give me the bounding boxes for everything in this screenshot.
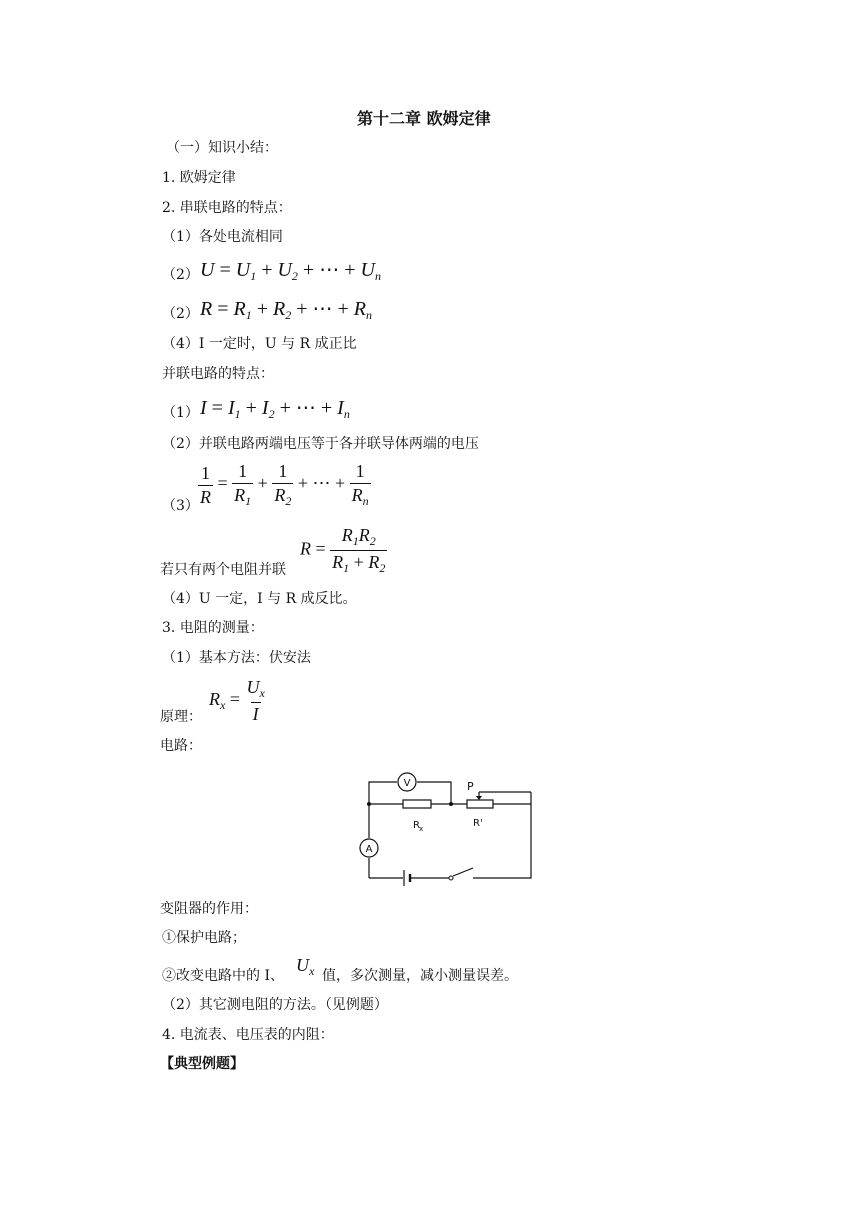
two-resistors-formula: R = $\frac{R_1R_2}{R_1 + R_2}$ xyxy=(300,525,386,575)
section-ohms-law: 1. 欧姆定律 xyxy=(162,170,236,186)
principle-formula: $R_x$ = $\frac{U_x}{I}$ xyxy=(209,677,265,724)
series-resistance-formula: $R = R_1 + R_2$ + ⋯ + $R_n$ xyxy=(200,298,372,322)
rprime-label: R' xyxy=(473,818,483,829)
parallel-voltage: （2）并联电路两端电压等于各并联导体两端的电压 xyxy=(162,436,479,452)
series-resistance-label: （2） xyxy=(162,306,199,322)
series-current: （1）各处电流相同 xyxy=(162,229,283,245)
rheostat xyxy=(467,800,493,808)
resistor-rx xyxy=(403,800,431,808)
section-series: 2. 串联电路的特点： xyxy=(162,200,292,216)
section-measurement: 3. 电阻的测量： xyxy=(162,620,264,636)
parallel-current-label: （1） xyxy=(162,405,199,421)
summary-heading: （一）知识小结： xyxy=(166,140,278,156)
voltmeter-label: V xyxy=(403,778,411,789)
slider-label: P xyxy=(467,780,474,793)
rheostat-role-2b: 值，多次测量，减小测量误差。 xyxy=(322,968,518,984)
principle-label: 原理： xyxy=(160,709,202,725)
rheostat-role-1: ①保护电路； xyxy=(162,930,246,946)
section-meters: 4. 电流表、电压表的内阻： xyxy=(162,1027,334,1043)
parallel-current-formula: $I = I_1 + I_2$ + ⋯ + $I_n$ xyxy=(200,397,350,421)
ux-symbol: $U_x$ xyxy=(296,955,315,978)
rheostat-heading: 变阻器的作用： xyxy=(160,901,258,917)
junction-dot xyxy=(367,802,371,806)
circuit-diagram xyxy=(355,766,545,886)
ammeter-label: A xyxy=(365,844,373,855)
junction-dot xyxy=(449,802,453,806)
section-parallel: 并联电路的特点： xyxy=(162,366,274,382)
two-resistors-text: 若只有两个电阻并联 xyxy=(160,562,286,578)
basic-method: （1）基本方法：伏安法 xyxy=(162,650,311,666)
rx-subscript: x xyxy=(419,825,424,833)
series-voltage-label: （2） xyxy=(162,267,199,283)
parallel-resistance-label: （3） xyxy=(162,498,199,514)
series-voltage-formula: $U = U_1 + U_2$ + ⋯ + $U_n$ xyxy=(200,259,381,283)
switch-icon xyxy=(449,876,453,880)
parallel-inverse: （4）U 一定，I 与 R 成反比。 xyxy=(162,591,357,607)
examples-heading: 【典型例题】 xyxy=(160,1056,244,1072)
series-proportional: （4）I 一定时，U 与 R 成正比 xyxy=(162,336,357,352)
rx-label: R xyxy=(413,820,420,831)
rheostat-role-2a: ②改变电路中的 I、 xyxy=(162,968,284,984)
other-methods: （2）其它测电阻的方法。（见例题） xyxy=(162,997,388,1013)
circuit-label: 电路： xyxy=(160,738,202,754)
page-title: 第十二章 欧姆定律 xyxy=(357,109,491,128)
parallel-resistance-formula: $\frac{1}{R}$ = $\frac{1}{R_1}$ + $\frac{1}{R_2}$ + ⋯ + $\frac{1}{R_n}$ xyxy=(200,461,369,508)
